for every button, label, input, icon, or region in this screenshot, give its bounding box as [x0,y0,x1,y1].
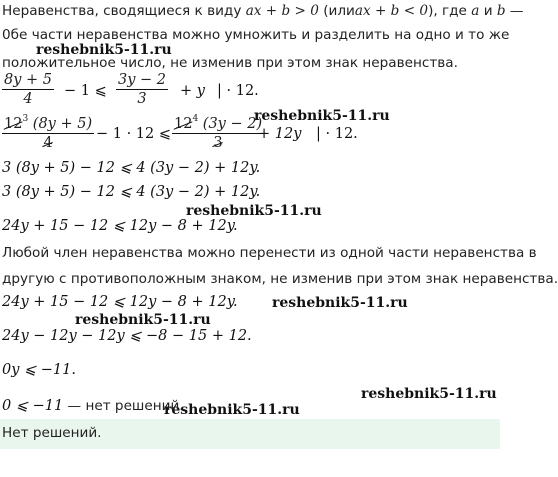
watermark: reshebnik5-11.ru [36,42,172,58]
rule-line-1: Любой член неравенства можно перенести из одной части неравенства в [2,245,537,261]
conclusion-text: — нет решений. [67,398,184,414]
equation-line: 0y ⩽ −11. [2,362,76,378]
intro-formula-1: ax + b > 0 [245,3,319,19]
intro-text: ), где [428,3,467,19]
cancelled-factor: 12 [4,115,23,132]
var-b: b [496,3,506,19]
fraction-numerator: 3y − 2 [118,72,167,88]
step2-multiplier: | · 12. [316,126,358,142]
cancelled-denominator: 4 [43,134,53,151]
reduced-factor: 3 [22,114,29,124]
fraction-numerator [172,115,264,134]
step1-tail: + y [180,83,205,99]
fraction-4 [172,115,264,151]
watermark: reshebnik5-11.ru [361,386,497,402]
numerator-expression: (3y − 2) [202,115,263,132]
fraction-denominator: 4 [23,91,33,107]
intro-text: Неравенства, сводящиеся к виду [2,3,242,19]
equation-line: 3 (8y + 5) − 12 ⩽ 4 (3y − 2) + 12y. [2,160,261,176]
fraction-numerator: 8y + 5 [4,72,53,88]
intro-formula-2: ax + b < 0 [354,3,429,19]
watermark: reshebnik5-11.ru [254,108,390,124]
step2-tail: + 12y [258,126,302,142]
watermark: reshebnik5-11.ru [75,312,211,328]
conclusion-formula: 0 ⩽ −11 [2,398,64,414]
equation-line: 3 (8y + 5) − 12 ⩽ 4 (3y − 2) + 12y. [2,184,261,200]
equation-line: 24y + 15 − 12 ⩽ 12y − 8 + 12y. [2,294,238,310]
fraction-3 [2,115,94,151]
fraction-numerator [2,115,94,134]
equation-line: 24y + 15 − 12 ⩽ 12y − 8 + 12y. [2,218,238,234]
intro-text: (или [323,3,355,19]
cancelled-denominator: 3 [213,134,223,151]
answer-box [0,419,500,449]
numerator-expression: (8y + 5) [32,115,93,132]
intro-line-1 [2,3,523,20]
fraction-2 [116,72,168,107]
reduced-factor: 4 [192,114,199,124]
conclusion-line [2,398,184,415]
fraction-1 [2,72,54,107]
step1-multiplier: | · 12. [217,83,259,99]
watermark: reshebnik5-11.ru [186,203,322,219]
step2-middle: − 1 · 12 ⩽ [96,126,172,142]
intro-line-3: положительное число, не изменив при этом знак неравенства. [2,55,458,71]
watermark: reshebnik5-11.ru [272,295,408,311]
cancelled-factor: 12 [174,115,193,132]
rule-line-2: другую с противоположным знаком, не изменив при этом знак неравенства. [2,271,558,287]
intro-line-2: 0бе части неравенства можно умножить и разделить на одно и то же [2,27,510,43]
watermark: reshebnik5-11.ru [164,402,300,418]
equation-line: 24y − 12y − 12y ⩽ −8 − 15 + 12. [2,328,252,344]
intro-text: — [509,3,524,19]
var-a: a [471,3,480,19]
answer-text: Нет решений. [2,425,102,441]
step1-middle: − 1 ⩽ [64,83,107,99]
intro-text: и [483,3,493,19]
fraction-denominator: 3 [137,91,147,107]
